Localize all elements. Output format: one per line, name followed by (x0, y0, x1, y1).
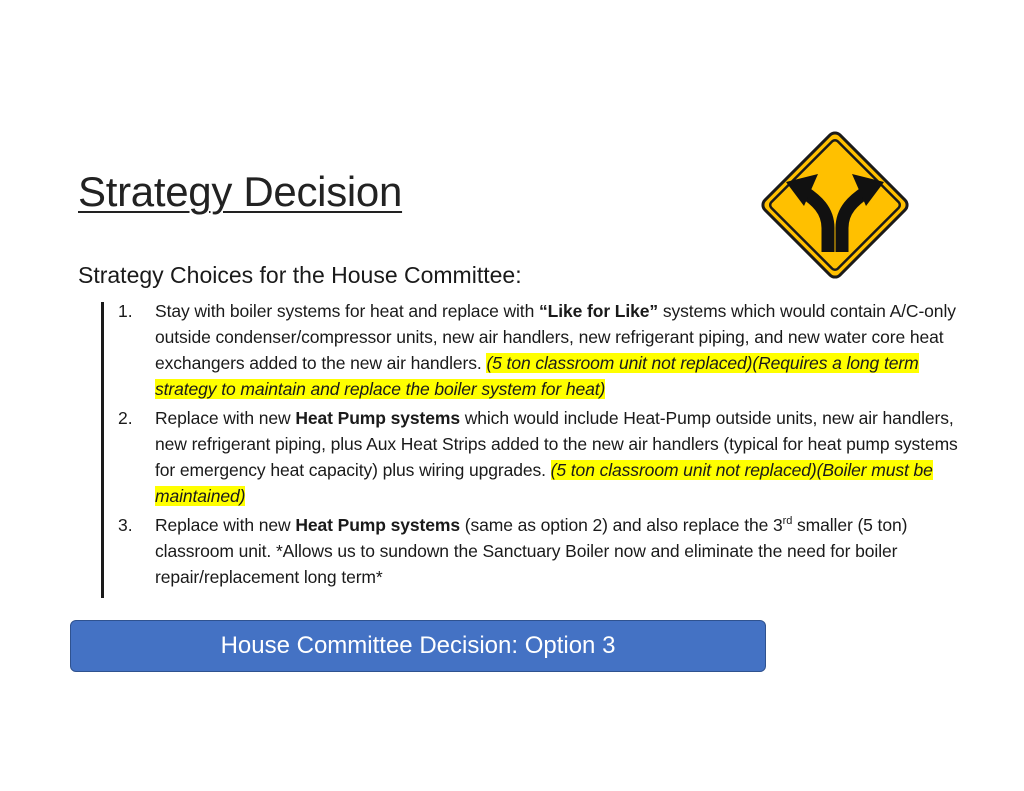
option-text (155, 512, 958, 590)
bracket-line (101, 302, 104, 598)
option-number: 2. (118, 408, 133, 428)
text-run: systems which would contain A/C-only outside condenser/compressor units, new air handlers, new refrigerant piping, and new water core heat exchangers added to the new air handlers. (155, 301, 956, 373)
bold-text: “Like for Like” (538, 301, 659, 321)
text-run: Stay with boiler systems for heat and replace with (155, 301, 539, 321)
fork-road-sign-icon (752, 122, 918, 288)
option-number: 3. (118, 515, 133, 535)
text-run: smaller (5 ton) classroom unit. *Allows us to sundown the Sanctuary Boiler now and eliminate the need for boiler repair/replacement long term* (155, 515, 908, 587)
option-item (108, 298, 958, 402)
slide-title: Strategy Decision (78, 168, 403, 215)
options-list (108, 298, 958, 593)
decision-banner (70, 620, 766, 672)
bold-text: Heat Pump systems (295, 408, 460, 428)
text-run: which would include Heat-Pump outside units, new air handlers, new refrigerant piping, plus Aux Heat Strips added to the new air handlers (typical for heat pump systems for emergency heat capacity) plus wiring upgrades. (155, 408, 958, 480)
option-item (108, 405, 958, 509)
option-number: 1. (118, 301, 133, 321)
highlighted-note: (5 ton classroom unit not replaced)(Requires a long term strategy to maintain and replace the boiler system for heat) (155, 353, 919, 399)
bold-text: Heat Pump systems (295, 515, 460, 535)
options-heading: Strategy Choices for the House Committee: (78, 262, 522, 288)
option-item (108, 512, 958, 590)
text-run: Replace with new (155, 515, 296, 535)
text-run: (same as option 2) and also replace the 3 (459, 515, 783, 535)
highlighted-note: (5 ton classroom unit not replaced)(Boiler must be maintained) (155, 460, 933, 506)
option-text (155, 298, 958, 402)
text-run: Replace with new (155, 408, 296, 428)
option-text (155, 405, 958, 509)
superscript: rd (782, 515, 793, 528)
decision-label: House Committee Decision: Option 3 (220, 632, 616, 659)
